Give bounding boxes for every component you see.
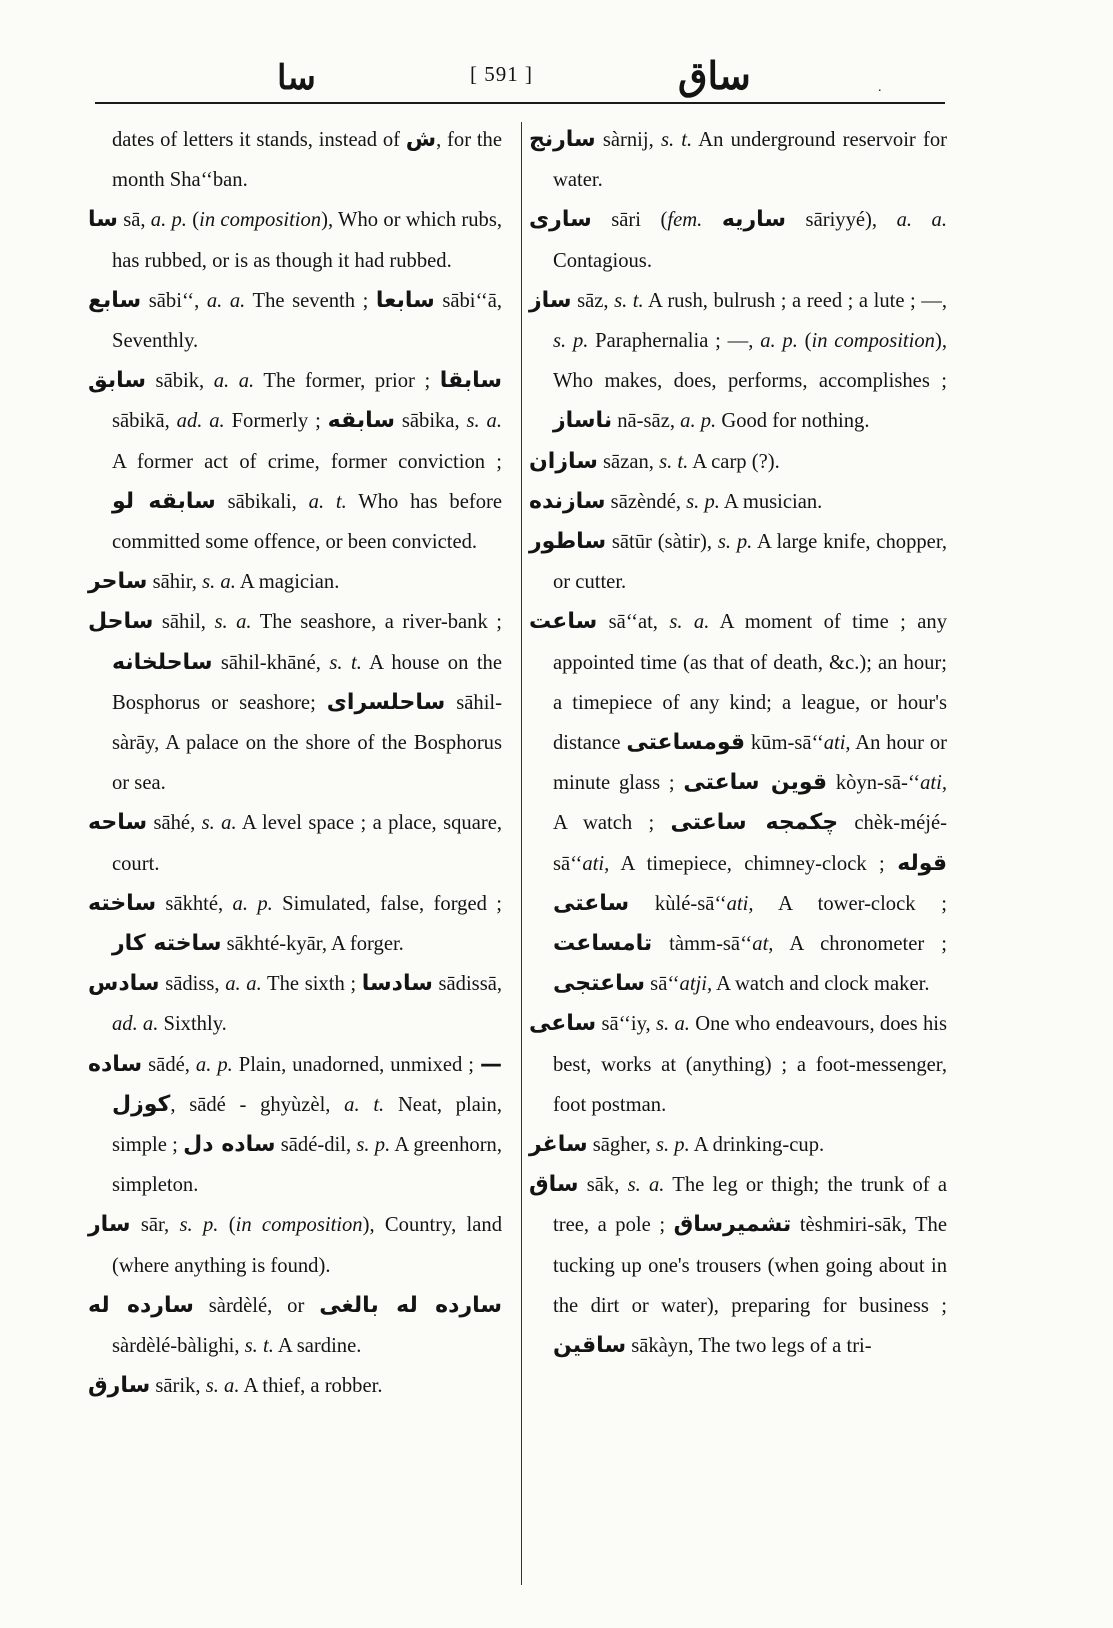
grammar-abbreviation: s. p. bbox=[686, 490, 720, 513]
entry-text: A drinking-cup. bbox=[689, 1134, 825, 1157]
entry-text: Good for nothing. bbox=[716, 410, 870, 433]
arabic-headword: ساخته bbox=[88, 890, 157, 916]
arabic-headword: قوين ساعتی bbox=[683, 770, 828, 796]
grammar-abbreviation: in composition bbox=[235, 1214, 363, 1237]
grammar-abbreviation: s. a. bbox=[627, 1174, 665, 1197]
dictionary-entry bbox=[88, 1366, 502, 1406]
dictionary-entry bbox=[529, 482, 947, 522]
dictionary-entry bbox=[88, 200, 502, 280]
dictionary-entry bbox=[529, 200, 947, 280]
header-left-catchword: سا bbox=[277, 60, 316, 97]
entry-text: A timepiece, chimney-clock ; bbox=[609, 852, 898, 875]
entry-text: sāgher, bbox=[587, 1134, 656, 1157]
entry-text: The former, prior ; bbox=[254, 370, 440, 393]
entry-text: A sardine. bbox=[273, 1335, 362, 1358]
arabic-headword: قوله ساعتی bbox=[553, 850, 947, 916]
arabic-headword: ساخته كار bbox=[112, 931, 222, 957]
grammar-abbreviation: s. t. bbox=[614, 289, 644, 312]
dictionary-entry bbox=[88, 964, 502, 1044]
dictionary-entry bbox=[529, 1165, 947, 1366]
entry-text: An underground reservoir for water. bbox=[553, 129, 947, 192]
entry-text: A thief, a robber. bbox=[239, 1375, 383, 1398]
entry-text: sàrdèlé, or bbox=[193, 1294, 320, 1317]
entry-text: kòyn-sā-‘‘ bbox=[827, 772, 921, 795]
entry-text: sāhil-sàrāy, A palace on the shore of the Bosphorus or sea. bbox=[112, 691, 502, 795]
entry-text: A musician. bbox=[719, 490, 823, 513]
grammar-abbreviation: s. p. bbox=[553, 330, 589, 353]
entry-text: A large knife, chopper, or cutter. bbox=[553, 531, 948, 594]
entry-text: ), Country, land (where anything is found). bbox=[112, 1214, 502, 1277]
arabic-headword: ساعی bbox=[529, 1011, 597, 1037]
entry-text: sāz, bbox=[571, 289, 615, 312]
arabic-headword: سابقا bbox=[439, 368, 502, 394]
arabic-headword: سارده له بالغی bbox=[319, 1292, 503, 1318]
entry-text: sàrnij, bbox=[595, 129, 661, 151]
grammar-abbreviation: ati, bbox=[726, 892, 754, 915]
arabic-headword: ساحلسرای bbox=[326, 689, 446, 715]
grammar-abbreviation: s. a. bbox=[201, 812, 237, 835]
grammar-abbreviation: s. t. bbox=[244, 1335, 274, 1358]
grammar-abbreviation: ad. a. bbox=[176, 410, 225, 433]
arabic-headword: ساطور bbox=[529, 529, 607, 555]
entry-text: sā‘‘ bbox=[645, 973, 680, 996]
entry-text: sābika, bbox=[395, 410, 467, 433]
entry-text: A level space ; a place, square, court. bbox=[112, 812, 502, 875]
grammar-abbreviation: ad. a. bbox=[112, 1013, 159, 1036]
grammar-abbreviation: s. p. bbox=[655, 1134, 690, 1157]
entry-text: The sixth ; bbox=[261, 973, 362, 996]
arabic-headword: سابعا bbox=[375, 287, 435, 313]
entry-text: sàrdèlé-bàlighi, bbox=[112, 1335, 245, 1358]
arabic-headword: سابقه bbox=[327, 408, 396, 434]
entry-text: sāhil, bbox=[153, 611, 215, 634]
grammar-abbreviation: ati, bbox=[823, 732, 851, 755]
entry-text: Sixthly. bbox=[158, 1013, 227, 1036]
entry-text: Simulated, false, forged ; bbox=[272, 892, 502, 915]
grammar-abbreviation: in composition bbox=[811, 330, 935, 353]
entry-text: sārik, bbox=[150, 1375, 206, 1398]
entry-text: sābi‘‘ā, Seventhly. bbox=[112, 289, 502, 353]
entry-text: sāzan, bbox=[597, 450, 660, 473]
grammar-abbreviation: atji, bbox=[679, 973, 713, 996]
dictionary-entry bbox=[88, 1205, 502, 1285]
grammar-abbreviation: s. p. bbox=[179, 1214, 219, 1237]
entry-text: tàmm-sā‘‘ bbox=[652, 933, 753, 956]
dictionary-entry bbox=[88, 884, 502, 964]
grammar-abbreviation: a. a. bbox=[213, 370, 255, 393]
dictionary-entry bbox=[88, 361, 502, 562]
entry-text: ), Who or which rubs, has rubbed, or is as though it had rubbed. bbox=[112, 209, 503, 272]
arabic-headword: ساریه bbox=[721, 207, 787, 233]
arabic-headword: تشميرساق bbox=[673, 1212, 792, 1238]
grammar-abbreviation: ati, bbox=[582, 852, 610, 875]
arabic-headword: ساده bbox=[88, 1051, 143, 1077]
arabic-headword: سابقه لو bbox=[112, 488, 216, 514]
entry-text: ( bbox=[186, 209, 200, 232]
dictionary-entry bbox=[529, 281, 947, 442]
dictionary-entry bbox=[88, 602, 502, 803]
grammar-abbreviation: s. a. bbox=[466, 410, 502, 433]
entry-text: ), Who makes, does, performs, accomplishes ; bbox=[553, 330, 947, 393]
page-header bbox=[0, 54, 1113, 104]
entry-text: sābikali, bbox=[215, 490, 309, 513]
grammar-abbreviation: s. t. bbox=[659, 450, 689, 473]
entry-text: Plain, unadorned, unmixed ; bbox=[232, 1053, 480, 1076]
grammar-abbreviation: ati, bbox=[920, 772, 947, 795]
dictionary-entry bbox=[529, 120, 947, 200]
entry-text: sādiss, bbox=[159, 973, 226, 996]
grammar-abbreviation: s. p. bbox=[717, 531, 753, 554]
grammar-abbreviation: s. a. bbox=[656, 1013, 690, 1036]
arabic-headword: تامساعت bbox=[553, 931, 653, 957]
entry-text: sābik, bbox=[146, 370, 214, 393]
grammar-abbreviation: a. p. bbox=[195, 1053, 233, 1076]
arabic-headword: سابق bbox=[88, 368, 146, 394]
dictionary-entry bbox=[529, 1125, 947, 1165]
arabic-headword: ساعتجی bbox=[553, 971, 646, 997]
dictionary-entry bbox=[529, 1004, 947, 1125]
arabic-headword: سارده له bbox=[88, 1292, 194, 1318]
entry-text: chèk-méjé-sā‘‘ bbox=[553, 812, 948, 875]
arabic-headword: ساحلخانه bbox=[112, 649, 213, 675]
entry-text: Who has before committed some offence, or been convicted. bbox=[112, 490, 503, 554]
dictionary-entry bbox=[88, 562, 502, 602]
entry-text: sāzèndé, bbox=[605, 490, 687, 513]
grammar-abbreviation: fem. bbox=[667, 209, 703, 232]
entry-text: Contagious. bbox=[553, 249, 652, 272]
dictionary-entry bbox=[529, 442, 947, 482]
arabic-headword: سا bbox=[88, 207, 118, 233]
entry-text: sādé, bbox=[142, 1053, 196, 1076]
arabic-headword: ساز bbox=[529, 287, 572, 313]
dictionary-entry bbox=[88, 1286, 502, 1366]
entry-text bbox=[702, 209, 722, 231]
entry-text: ( bbox=[218, 1214, 236, 1237]
entry-text: Formerly ; bbox=[224, 410, 328, 433]
entry-text: sādé-dil, bbox=[275, 1134, 357, 1157]
arabic-headword: ساحر bbox=[88, 569, 148, 595]
arabic-headword: —كوزل bbox=[112, 1051, 502, 1117]
arabic-headword: ناساز bbox=[553, 408, 613, 434]
entry-text: One who endeavours, does his best, works at (anything) ; a foot-messenger, foot postman. bbox=[553, 1013, 948, 1116]
column-divider bbox=[521, 122, 522, 1585]
entry-text: A greenhorn, simpleton. bbox=[112, 1134, 503, 1197]
entry-text: A watch ; bbox=[553, 812, 671, 835]
grammar-abbreviation: at, bbox=[752, 933, 774, 956]
entry-text: sār, bbox=[130, 1214, 180, 1237]
entry-text: sāk, bbox=[578, 1174, 628, 1197]
entry-text: sā‘‘at, bbox=[597, 611, 670, 634]
entry-text: sākhté-kyār, A forger. bbox=[221, 933, 404, 956]
entry-text: , for the month Sha‘‘ban. bbox=[112, 129, 502, 192]
grammar-abbreviation: s. a. bbox=[669, 611, 710, 634]
arabic-headword: ساحل bbox=[88, 609, 154, 635]
entry-text: sātūr (sàtir), bbox=[606, 531, 718, 554]
entry-text: sāhé, bbox=[147, 812, 202, 835]
entry-text: nā-sāz, bbox=[612, 410, 681, 433]
arabic-headword: ساری bbox=[529, 207, 592, 233]
grammar-abbreviation: a. a. bbox=[206, 289, 246, 312]
right-column bbox=[529, 120, 947, 1366]
header-right-catchword: ساق bbox=[678, 56, 751, 98]
arabic-headword: ساده دل bbox=[183, 1132, 276, 1158]
entry-text: A tower-clock ; bbox=[753, 892, 947, 915]
arabic-headword: ش bbox=[405, 127, 437, 152]
arabic-headword: سارق bbox=[88, 1373, 151, 1399]
dictionary-entry bbox=[88, 803, 502, 883]
header-rule bbox=[95, 102, 945, 104]
arabic-headword: سابع bbox=[88, 287, 142, 313]
grammar-abbreviation: s. p. bbox=[356, 1134, 391, 1157]
entry-text: A watch and clock maker. bbox=[712, 973, 930, 996]
entry-text: tèshmiri-sāk, The tucking up one's trousers (when going about in the dirt or water), preparing for business ; bbox=[553, 1214, 947, 1317]
entry-text: sāhir, bbox=[147, 571, 203, 594]
dictionary-entry bbox=[88, 281, 502, 361]
entry-text: sāhil-khāné, bbox=[212, 651, 330, 674]
arabic-headword: سادس bbox=[88, 971, 160, 997]
dictionary-entry bbox=[88, 1045, 502, 1206]
dictionary-entry bbox=[529, 602, 947, 1004]
entry-text: sā‘‘iy, bbox=[596, 1013, 656, 1036]
entry-text: sākhté, bbox=[156, 892, 233, 915]
entry-text: sākàyn, The two legs of a tri- bbox=[626, 1335, 872, 1358]
grammar-abbreviation: s. t. bbox=[660, 129, 693, 151]
entry-text: A house on the Bosphorus or seashore; bbox=[112, 651, 502, 714]
entry-text: A former act of crime, former conviction ; bbox=[112, 450, 502, 473]
arabic-headword: ساعت bbox=[529, 609, 598, 635]
entry-text: Paraphernalia ; —, bbox=[588, 330, 761, 353]
entry-text: A moment of time ; any appointed time (as that of death, &c.); an hour; a timepiece of any kind; a league, or hour's distance bbox=[553, 611, 947, 755]
grammar-abbreviation: s. a. bbox=[214, 611, 252, 634]
left-column bbox=[88, 120, 502, 1407]
entry-text: sāri ( bbox=[591, 209, 668, 232]
arabic-headword: سار bbox=[88, 1212, 131, 1238]
grammar-abbreviation: a. p. bbox=[680, 410, 717, 433]
entry-text: The seventh ; bbox=[245, 289, 376, 312]
entry-text: An hour or minute glass ; bbox=[553, 732, 947, 795]
grammar-abbreviation: s. a. bbox=[205, 1375, 240, 1398]
entry-text: Neat, plain, simple ; bbox=[112, 1093, 503, 1157]
header-dot: . bbox=[878, 80, 882, 95]
arabic-headword: قومساعتی bbox=[626, 730, 746, 756]
grammar-abbreviation: a. a. bbox=[225, 973, 262, 996]
arabic-headword: چكمجه ساعتی bbox=[670, 810, 839, 836]
grammar-abbreviation: s. t. bbox=[329, 651, 362, 674]
arabic-headword: ساقين bbox=[553, 1333, 627, 1359]
grammar-abbreviation: a. p. bbox=[232, 892, 273, 915]
grammar-abbreviation: in composition bbox=[199, 209, 322, 232]
dictionary-entry-continuation bbox=[88, 120, 502, 200]
arabic-headword: سازنده bbox=[529, 488, 606, 514]
entry-text: ( bbox=[797, 330, 812, 353]
entry-text: sādissā, bbox=[432, 973, 502, 996]
arabic-headword: سارنج bbox=[529, 127, 596, 152]
page-number: [ 591 ] bbox=[470, 62, 533, 86]
grammar-abbreviation: a. p. bbox=[150, 209, 187, 232]
entry-text: A rush, bulrush ; a reed ; a lute ; —, bbox=[643, 289, 947, 312]
entry-text: kùlé-sā‘‘ bbox=[629, 892, 727, 915]
entry-text: sābikā, bbox=[112, 410, 177, 433]
entry-text: , sādé - ghyùzèl, bbox=[170, 1093, 345, 1116]
entry-text: A magician. bbox=[235, 571, 340, 594]
arabic-headword: ساغر bbox=[529, 1132, 588, 1158]
arabic-headword: ساق bbox=[529, 1172, 579, 1198]
entry-text: dates of letters it stands, instead of bbox=[112, 129, 406, 151]
arabic-headword: ساحه bbox=[88, 810, 148, 836]
grammar-abbreviation: a. a. bbox=[896, 209, 948, 232]
entry-text: A chronometer ; bbox=[773, 933, 947, 956]
entry-text: The seashore, a river-bank ; bbox=[251, 611, 503, 634]
grammar-abbreviation: s. a. bbox=[202, 571, 236, 594]
grammar-abbreviation: a. p. bbox=[760, 330, 798, 353]
entry-text: The leg or thigh; the trunk of a tree, a pole ; bbox=[553, 1174, 947, 1237]
entry-text: sābi‘‘, bbox=[141, 289, 207, 312]
entry-text: A carp (?). bbox=[688, 450, 780, 473]
grammar-abbreviation: a. t. bbox=[344, 1093, 385, 1116]
entry-text: sā, bbox=[117, 209, 151, 232]
arabic-headword: سازان bbox=[529, 448, 598, 474]
entry-text: sāriyyé), bbox=[786, 209, 897, 232]
dictionary-entry bbox=[529, 522, 947, 602]
arabic-headword: سادسا bbox=[361, 971, 433, 997]
grammar-abbreviation: a. t. bbox=[308, 490, 347, 513]
entry-text: kūm-sā‘‘ bbox=[745, 732, 824, 755]
